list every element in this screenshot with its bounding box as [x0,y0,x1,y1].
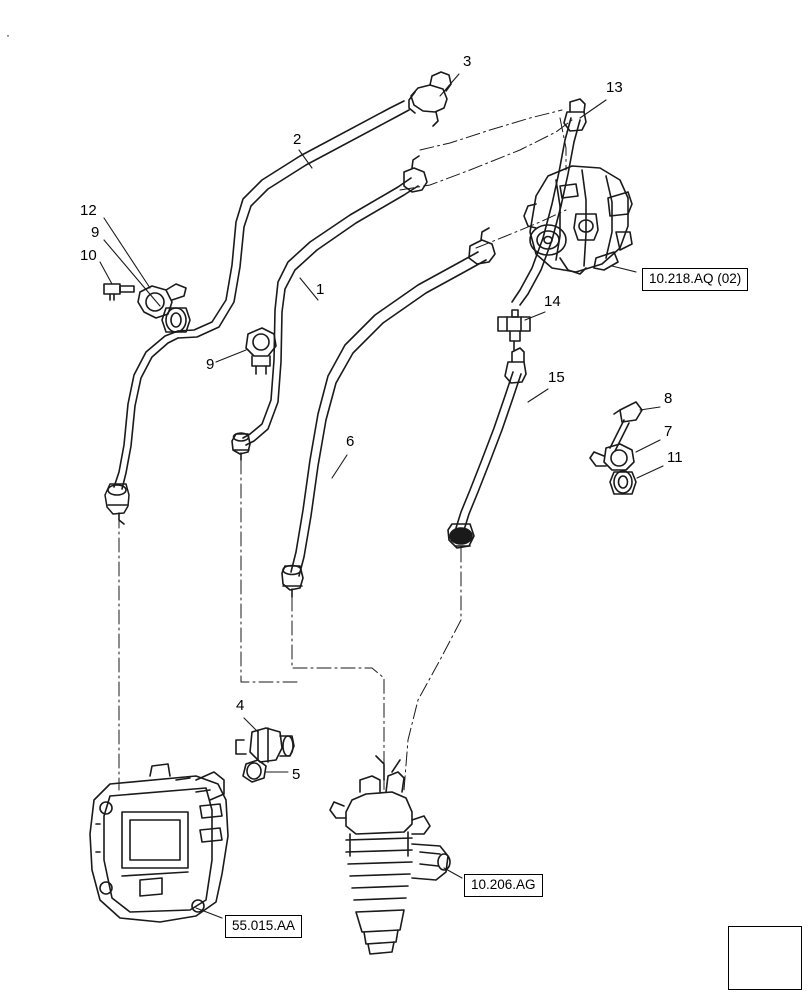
reference-10-206-AG[interactable]: 10.206.AG [464,874,543,897]
callout-8: 8 [664,390,673,407]
callout-2: 2 [293,131,302,148]
callout-15: 15 [548,369,565,386]
callout-13: 13 [606,79,623,96]
manufacturer-logo [728,926,802,990]
callout-12: 12 [80,202,97,219]
callout-9-alt: 9 [206,356,215,373]
callout-3: 3 [463,53,472,70]
callout-5: 5 [292,766,301,783]
callout-7: 7 [664,423,673,440]
callout-4: 4 [236,697,245,714]
callout-11: 11 [667,449,683,466]
callout-10: 10 [80,247,97,264]
callout-6: 6 [346,433,355,450]
corner-mark: · [6,28,10,42]
reference-55-015-AA[interactable]: 55.015.AA [225,915,302,938]
reference-10-218-AQ-02[interactable]: 10.218.AQ (02) [642,268,748,291]
callout-9: 9 [91,224,100,241]
callout-14: 14 [544,293,561,310]
callout-1: 1 [316,281,325,298]
